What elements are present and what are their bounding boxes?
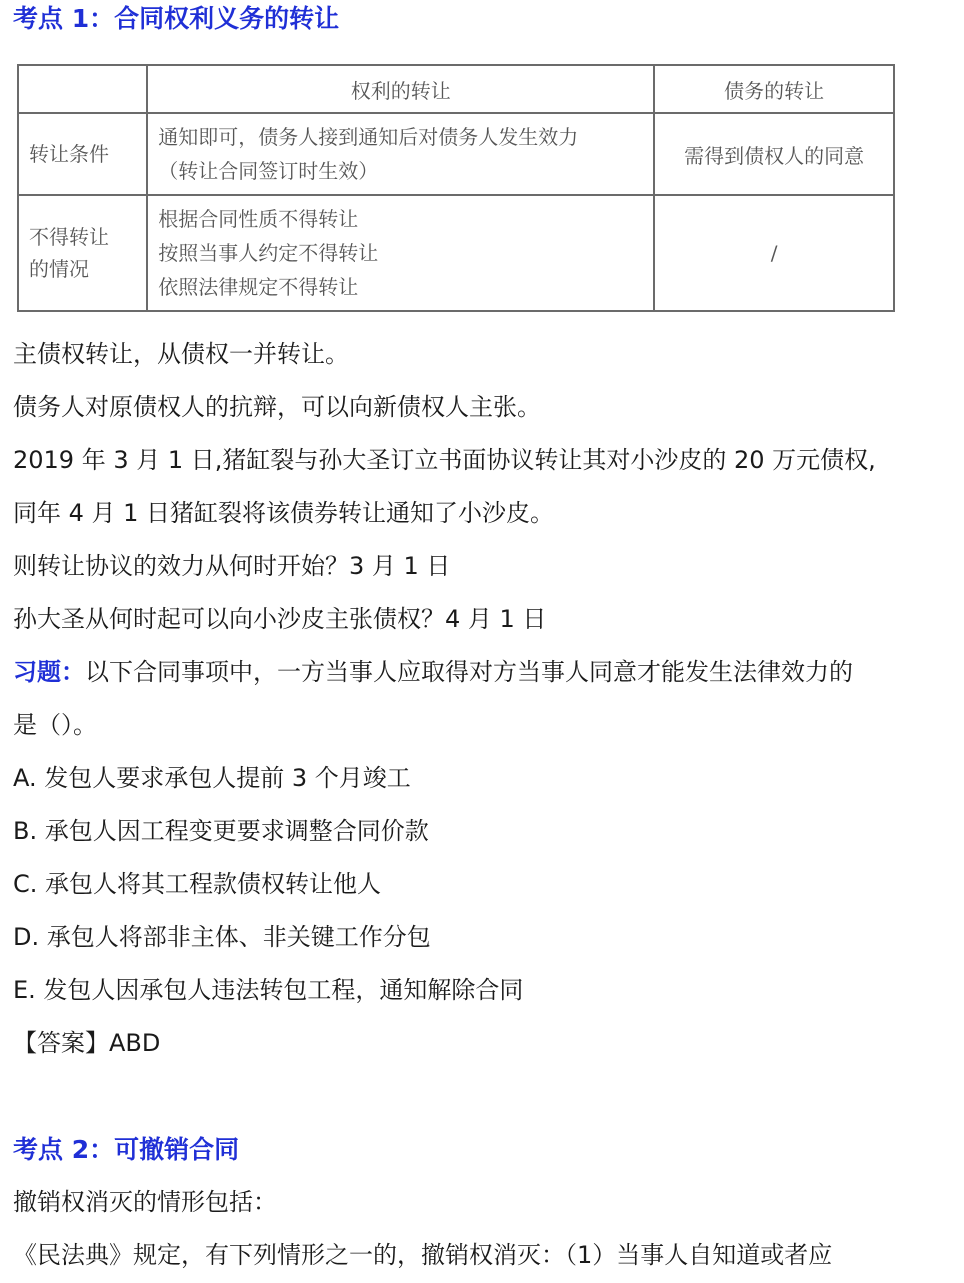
cell-rights-conditions <box>147 113 654 195</box>
restriction-item: 按照当事人约定不得转让 <box>158 241 379 265</box>
row-label-restrictions <box>18 195 147 311</box>
paragraph-line: 则转让协议的效力从何时开始？3 月 1 日 <box>13 552 451 580</box>
cell-debts-conditions: 需得到债权人的同意 <box>654 113 894 195</box>
paragraph-line: 债务人对原债权人的抗辩，可以向新债权人主张。 <box>13 393 541 421</box>
cell-rights-conditions-line1: 通知即可，债务人接到通知后对债务人发生效力 <box>158 125 579 149</box>
transfer-comparison-table <box>17 64 895 312</box>
section-heading-1: 考点 1：合同权利义务的转让 <box>13 4 340 33</box>
row-label-restrictions-line2: 的情况 <box>29 257 89 281</box>
exercise-question-line2: 是（）。 <box>13 711 97 739</box>
restriction-item: 依照法律规定不得转让 <box>158 275 359 299</box>
paragraph-line: 孙大圣从何时起可以向小沙皮主张债权？4 月 1 日 <box>13 605 547 633</box>
paragraph-line: 2019 年 3 月 1 日,猪缸裂与孙大圣订立书面协议转让其对小沙皮的 20 万元债权, <box>13 446 876 474</box>
table-row-restrictions <box>18 195 894 311</box>
answer-line: 【答案】ABD <box>13 1029 161 1057</box>
option-c: C. 承包人将其工程款债权转让他人 <box>13 870 382 898</box>
paragraph-line: 主债权转让，从债权一并转让。 <box>13 340 349 368</box>
section2-line1: 撤销权消灭的情形包括： <box>13 1188 277 1216</box>
exercise-question <box>13 656 853 688</box>
row-label-restrictions-line1: 不得转让 <box>29 225 109 249</box>
paragraph-line: 同年 4 月 1 日猪缸裂将该债券转让通知了小沙皮。 <box>13 499 555 527</box>
cell-rights-restrictions <box>147 195 654 311</box>
option-d: D. 承包人将部非主体、非关键工作分包 <box>13 923 431 951</box>
restriction-item: 根据合同性质不得转让 <box>158 207 359 231</box>
table-header-debts: 债务的转让 <box>654 65 894 113</box>
table-header-rights: 权利的转让 <box>147 65 654 113</box>
exercise-label: 习题： <box>13 658 85 686</box>
cell-debts-restrictions: / <box>654 195 894 311</box>
exercise-question-line1: 以下合同事项中，一方当事人应取得对方当事人同意才能发生法律效力的 <box>85 658 853 686</box>
table-header-row <box>18 65 894 113</box>
table-row-conditions <box>18 113 894 195</box>
section-heading-2: 考点 2：可撤销合同 <box>13 1135 240 1164</box>
option-e: E. 发包人因承包人违法转包工程，通知解除合同 <box>13 976 524 1004</box>
row-label-conditions: 转让条件 <box>18 113 147 195</box>
option-b: B. 承包人因工程变更要求调整合同价款 <box>13 817 429 845</box>
table-header-empty <box>18 65 147 113</box>
section2-line2: 《民法典》规定，有下列情形之一的，撤销权消灭：（1）当事人自知道或者应 <box>13 1241 833 1269</box>
cell-rights-conditions-line2: （转让合同签订时生效） <box>158 159 379 183</box>
option-a: A. 发包人要求承包人提前 3 个月竣工 <box>13 764 411 792</box>
